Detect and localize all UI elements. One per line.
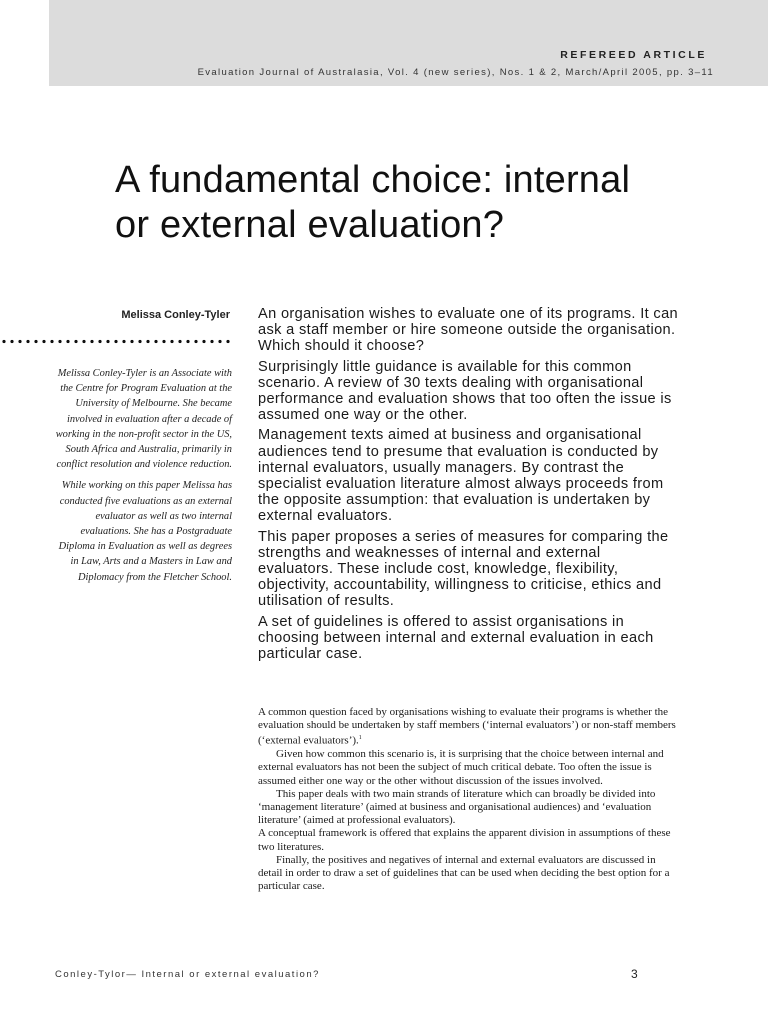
body-paragraph: This paper deals with two main strands of literature which can broadly be divided into ‘management literature’ (aimed at business and organisational audiences) and ‘evaluation literature’ (aimed at professional evaluators). <box>258 787 656 827</box>
abstract-paragraph: A set of guidelines is offered to assist organisations in choosing between internal and external evaluation in each particular case. <box>258 613 654 663</box>
body-paragraph <box>258 706 678 748</box>
title-line-2: or external evaluation? <box>115 204 505 246</box>
abstract-paragraph: An organisation wishes to evaluate one of its programs. It can ask a staff member or hire someone outside the organisation. Which should it choose? <box>258 306 679 355</box>
dotted-rule <box>0 339 232 344</box>
article-type-label: REFEREED ARTICLE <box>560 49 707 61</box>
author-name: Melissa Conley-Tyler <box>121 309 230 321</box>
body-paragraph: Given how common this scenario is, it is surprising that the choice between internal and external evaluators has not been the subject of much critical debate. Too often the issue is assumed either one way or the other without discussion of the issues involved. <box>258 748 664 787</box>
body-paragraph: A conceptual framework is offered that explains the apparent division in assumptions of these two literatures. <box>258 827 671 853</box>
author-bio <box>52 366 232 591</box>
title-line-1: A fundamental choice: internal <box>115 159 631 201</box>
page-number: 3 <box>631 967 638 981</box>
bio-paragraph: While working on this paper Melissa has conducted five evaluations as an external evaluator as well as two internal evaluations. She has a Postgraduate Diploma in Evaluation as well as degrees in Law, Arts and a Masters in Law and Diplomacy from the Fletcher School. <box>58 480 232 583</box>
abstract-paragraph: Surprisingly little guidance is available for this common scenario. A review of 30 texts dealing with organisational performance and evaluation shows that too often the issue is assumed one way or the other. <box>258 358 672 424</box>
body-paragraph-text: A common question faced by organisations wishing to evaluate their programs is whether the evaluation should be undertaken by staff members (‘internal evaluators’) or non-staff members (‘external evaluators’). <box>258 706 676 748</box>
abstract-paragraph: This paper proposes a series of measures for comparing the strengths and weaknesses of internal and external evaluators. These include cost, knowledge, flexibility, objectivity, accountability, willingness to criticise, ethics and utilisation of results. <box>258 528 669 610</box>
abstract-paragraph: Management texts aimed at business and organisational audiences tend to presume that evaluation is conducted by internal evaluators, usually managers. By contrast the specialist evaluation literature almost always proceeds from the opposite assumption: that evaluation is undertaken by external evaluators. <box>258 427 664 525</box>
body-text <box>258 706 678 894</box>
bio-paragraph: Melissa Conley-Tyler is an Associate with the Centre for Program Evaluation at the University of Melbourne. She became involved in evaluation after a decade of working in the non-profit sector in the US, South Africa and Australia, primarily in conflict resolution and violence reduction. <box>55 368 232 471</box>
abstract <box>258 306 678 666</box>
running-footer: Conley-Tylor— Internal or external evaluation? <box>55 969 320 980</box>
journal-citation: Evaluation Journal of Australasia, Vol. 4 (new series), Nos. 1 & 2, March/April 2005, pp. 3–11 <box>197 67 714 78</box>
body-paragraph: Finally, the positives and negatives of internal and external evaluators are discussed in detail in order to draw a set of guidelines that can be used when deciding the best option for a particular case. <box>258 853 670 893</box>
article-title <box>115 158 735 248</box>
footnote-marker[interactable]: 1 <box>358 735 362 742</box>
